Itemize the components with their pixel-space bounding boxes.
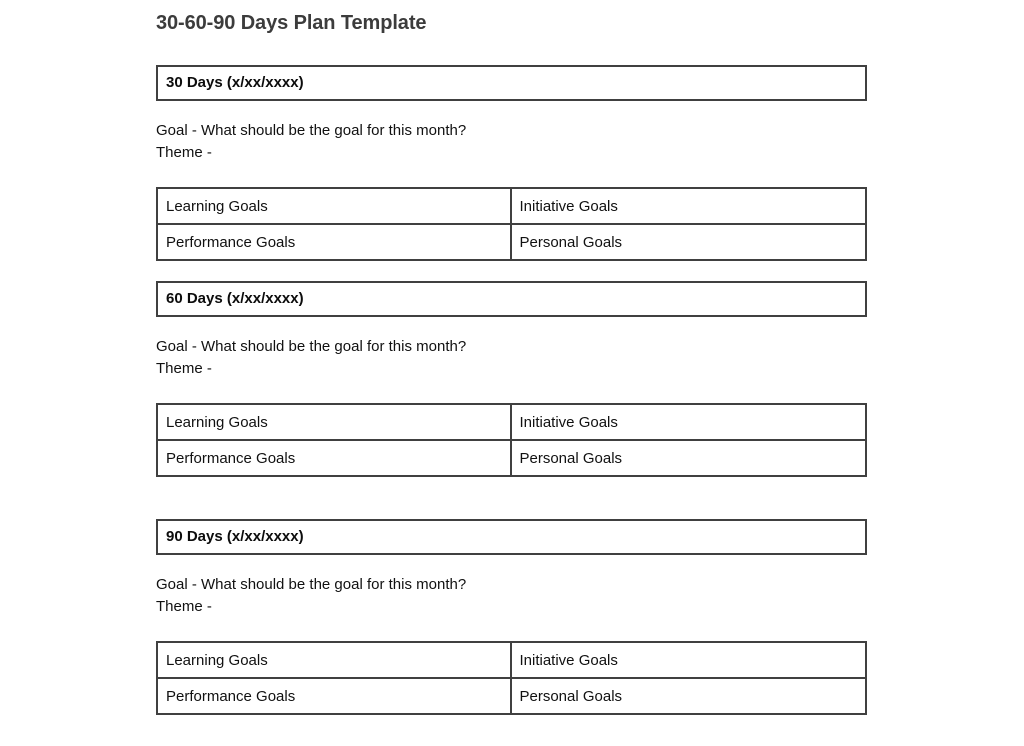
goal-line: Goal - What should be the goal for this month?: [156, 338, 467, 355]
theme-line: Theme -: [156, 598, 212, 615]
section-goal-block-90-days: [156, 574, 867, 618]
section-header-90-days: [156, 519, 867, 555]
table-cell-label: Personal Goals: [519, 233, 623, 251]
table-cell-label: Initiative Goals: [519, 413, 618, 431]
table-cell-label: Performance Goals: [166, 687, 296, 705]
table-cell-personal-goals[interactable]: [512, 225, 866, 259]
goals-table-60-days: [156, 403, 867, 477]
table-row: [158, 441, 865, 475]
section-goal-block-60-days: [156, 336, 867, 380]
table-cell-learning-goals[interactable]: [158, 405, 512, 439]
goals-table-30-days: [156, 187, 867, 261]
section-header-label: 30 Days (x/xx/xxxx): [166, 74, 304, 91]
goals-table-90-days: [156, 641, 867, 715]
table-cell-label: Learning Goals: [166, 413, 268, 431]
table-cell-learning-goals[interactable]: [158, 643, 512, 677]
table-cell-label: Performance Goals: [166, 449, 296, 467]
table-cell-personal-goals[interactable]: [512, 679, 866, 713]
table-row: [158, 643, 865, 679]
table-cell-label: Performance Goals: [166, 233, 296, 251]
table-cell-label: Personal Goals: [519, 449, 623, 467]
theme-line: Theme -: [156, 360, 212, 377]
table-cell-learning-goals[interactable]: [158, 189, 512, 223]
table-cell-performance-goals[interactable]: [158, 679, 512, 713]
section-header-30-days: [156, 65, 867, 101]
goal-line: Goal - What should be the goal for this month?: [156, 576, 467, 593]
table-cell-label: Learning Goals: [166, 651, 268, 669]
theme-line: Theme -: [156, 144, 212, 161]
page-title: 30-60-90 Days Plan Template: [156, 12, 427, 34]
table-cell-label: Initiative Goals: [519, 651, 618, 669]
table-cell-initiative-goals[interactable]: [512, 189, 866, 223]
section-header-label: 60 Days (x/xx/xxxx): [166, 290, 304, 307]
table-cell-personal-goals[interactable]: [512, 441, 866, 475]
table-cell-label: Learning Goals: [166, 197, 268, 215]
table-cell-initiative-goals[interactable]: [512, 405, 866, 439]
table-row: [158, 189, 865, 225]
table-cell-performance-goals[interactable]: [158, 441, 512, 475]
section-header-60-days: [156, 281, 867, 317]
table-cell-performance-goals[interactable]: [158, 225, 512, 259]
section-goal-block-30-days: [156, 120, 867, 164]
table-row: [158, 679, 865, 713]
table-cell-initiative-goals[interactable]: [512, 643, 866, 677]
table-row: [158, 405, 865, 441]
goal-line: Goal - What should be the goal for this month?: [156, 122, 467, 139]
section-header-label: 90 Days (x/xx/xxxx): [166, 528, 304, 545]
table-row: [158, 225, 865, 259]
table-cell-label: Initiative Goals: [519, 197, 618, 215]
table-cell-label: Personal Goals: [519, 687, 623, 705]
